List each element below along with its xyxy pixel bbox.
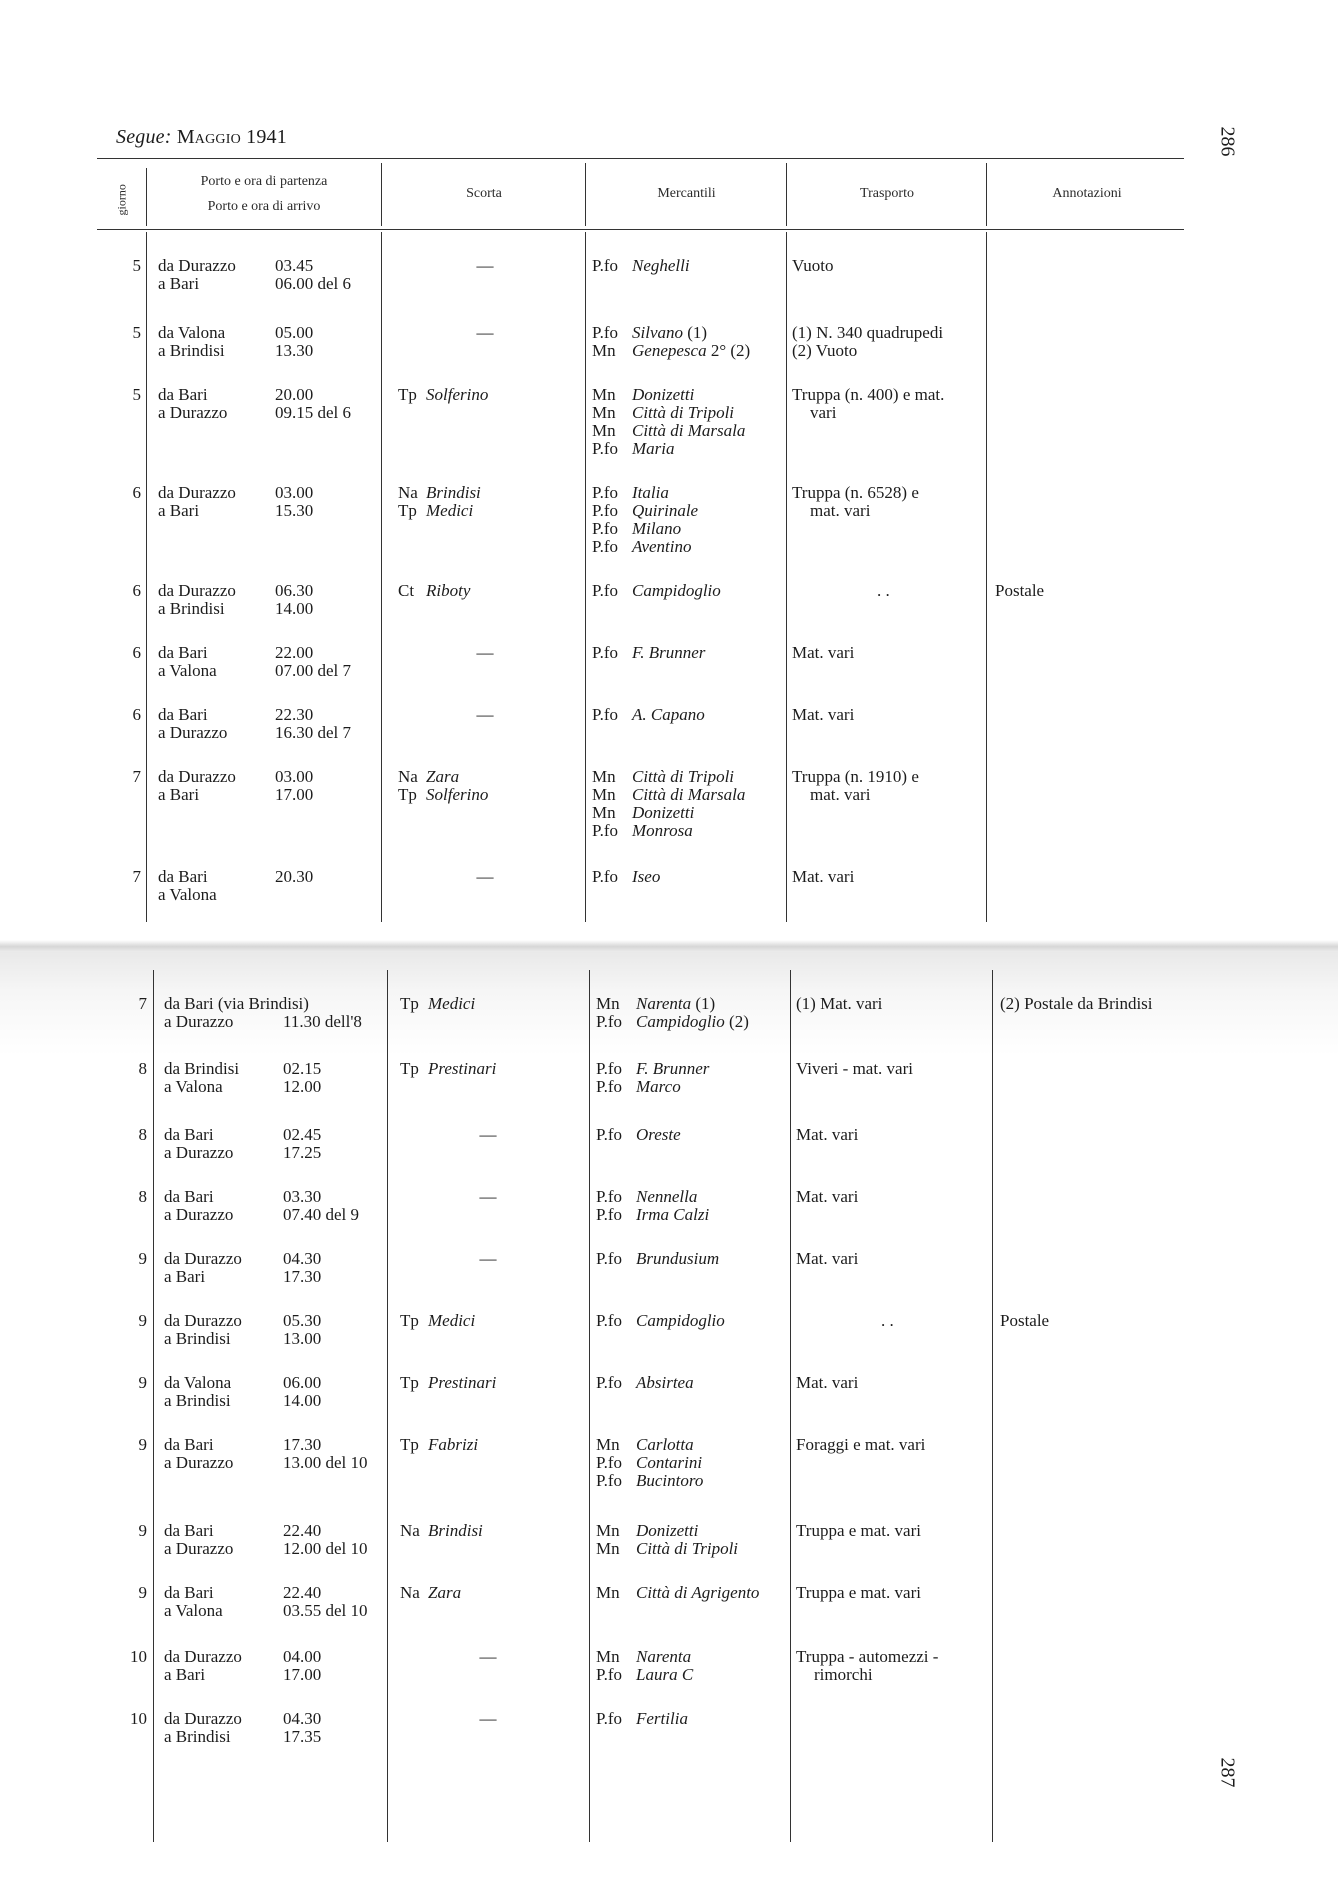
ship-name: Contarini <box>636 1453 703 1472</box>
ship-type: Mn <box>596 1435 620 1454</box>
column-rule <box>585 232 586 922</box>
escort-name: Medici <box>428 1311 476 1330</box>
cargo-description: mat. vari <box>810 501 871 520</box>
cargo-description: Mat. vari <box>792 867 855 886</box>
ship-name: A. Capano <box>632 705 705 724</box>
cargo-description: rimorchi <box>814 1665 873 1684</box>
row-day: 8 <box>138 1059 147 1078</box>
escort-type: Na <box>398 483 418 502</box>
ship-name: Bucintoro <box>636 1471 704 1490</box>
cargo-description: Mat. vari <box>796 1373 859 1392</box>
departure-time: 04.30 <box>283 1249 322 1268</box>
arrival-time: 09.15 del 6 <box>275 403 352 422</box>
header-sep <box>585 163 586 226</box>
ship-type: P.fo <box>592 256 618 275</box>
departure-time: 22.30 <box>275 705 314 724</box>
cargo-description: (2) Vuoto <box>792 341 858 360</box>
departure-port: da Durazzo <box>164 1647 242 1666</box>
arrival-time: 14.00 <box>283 1391 322 1410</box>
page-fold-shadow <box>0 940 1338 952</box>
column-rule <box>381 232 382 922</box>
cargo-description: Truppa e mat. vari <box>796 1521 921 1540</box>
row-day: 10 <box>130 1647 147 1666</box>
column-rule <box>589 970 590 1842</box>
arrival-port: a Durazzo <box>164 1453 234 1472</box>
departure-time: 22.40 <box>283 1583 322 1602</box>
arrival-time: 13.30 <box>275 341 314 360</box>
departure-time: 05.00 <box>275 323 314 342</box>
arrival-time: 17.00 <box>283 1665 322 1684</box>
departure-port: da Durazzo <box>164 1311 242 1330</box>
cargo-description: Mat. vari <box>796 1125 859 1144</box>
departure-port: da Bari <box>164 1583 214 1602</box>
departure-port: da Bari <box>164 1435 214 1454</box>
running-title-text: Maggio 1941 <box>176 126 287 148</box>
header-sep <box>786 163 787 226</box>
departure-time: 06.30 <box>275 581 314 600</box>
ship-name: Oreste <box>636 1125 681 1144</box>
running-title-prefix: Segue: <box>116 126 172 148</box>
escort-name: Prestinari <box>428 1373 497 1392</box>
escort-name: Zara <box>426 767 460 786</box>
row-day: 8 <box>138 1125 147 1144</box>
arrival-time: 12.00 del 10 <box>283 1539 368 1558</box>
cargo-description: Mat. vari <box>796 1187 859 1206</box>
cargo-description: . . <box>881 1311 894 1330</box>
cargo-description: Mat. vari <box>796 1249 859 1268</box>
escort-type: Na <box>398 767 418 786</box>
escort-type: Ct <box>398 581 415 600</box>
arrival-port: a Brindisi <box>158 341 225 360</box>
ship-name: Fertilia <box>636 1709 688 1728</box>
arrival-port: a Bari <box>164 1267 206 1286</box>
arrival-port: a Valona <box>158 661 217 680</box>
row-day: 9 <box>138 1311 147 1330</box>
row-day: 5 <box>132 323 141 342</box>
cargo-description: Foraggi e mat. vari <box>796 1435 926 1454</box>
ship-type: P.fo <box>596 1077 622 1096</box>
column-rule <box>786 232 787 922</box>
row-day: 8 <box>138 1187 147 1206</box>
arrival-time: 17.35 <box>283 1727 322 1746</box>
arrival-port: a Valona <box>164 1601 223 1620</box>
escort-none: — <box>479 1187 497 1206</box>
ship-type: P.fo <box>596 1453 622 1472</box>
departure-port: da Bari <box>164 1187 214 1206</box>
ship-name: Città di Tripoli <box>632 403 735 422</box>
cargo-description: Mat. vari <box>792 705 855 724</box>
arrival-port: a Valona <box>158 885 217 904</box>
departure-time: 04.30 <box>283 1709 322 1728</box>
ship-type: Mn <box>592 803 616 822</box>
ship-name: Milano <box>632 519 682 538</box>
ship-name: Città di Marsala <box>632 785 746 804</box>
ship-name: Genepesca 2° (2) <box>632 341 751 360</box>
departure-port: da Durazzo <box>164 1249 242 1268</box>
annotation: Postale <box>995 581 1045 600</box>
arrival-port: a Bari <box>158 274 200 293</box>
ship-type: Mn <box>592 785 616 804</box>
departure-port: da Brindisi <box>164 1059 240 1078</box>
ship-type: P.fo <box>592 501 618 520</box>
cargo-description: Truppa (n. 1910) e <box>792 767 919 786</box>
ship-name: Absirtea <box>636 1373 694 1392</box>
ship-type: P.fo <box>592 323 618 342</box>
escort-none: — <box>479 1249 497 1268</box>
header-scorta: Scorta <box>466 186 502 201</box>
ship-type: P.fo <box>596 1709 622 1728</box>
departure-time: 03.00 <box>275 767 314 786</box>
ship-name: F. Brunner <box>632 643 706 662</box>
header-bottom-rule <box>97 229 1184 230</box>
ship-type: P.fo <box>592 483 618 502</box>
ship-type: Mn <box>596 1647 620 1666</box>
arrival-port: a Brindisi <box>164 1391 231 1410</box>
cargo-description: Mat. vari <box>792 643 855 662</box>
escort-name: Fabrizi <box>428 1435 479 1454</box>
row-day: 7 <box>138 994 147 1013</box>
ship-type: P.fo <box>592 581 618 600</box>
arrival-port: a Durazzo <box>164 1539 234 1558</box>
ship-type: P.fo <box>596 1311 622 1330</box>
departure-port: da Bari <box>164 1521 214 1540</box>
escort-none: — <box>479 1647 497 1666</box>
running-title <box>116 126 287 149</box>
ship-type: P.fo <box>592 821 618 840</box>
row-day: 5 <box>132 256 141 275</box>
header-porto-arrivo: Porto e ora di arrivo <box>207 199 321 214</box>
ship-type: P.fo <box>596 1249 622 1268</box>
arrival-port: a Bari <box>158 785 200 804</box>
escort-type: Tp <box>400 994 419 1013</box>
escort-type: Tp <box>400 1059 419 1078</box>
arrival-time: 12.00 <box>283 1077 322 1096</box>
ship-type: Mn <box>592 403 616 422</box>
row-day: 10 <box>130 1709 147 1728</box>
departure-time: 03.45 <box>275 256 314 275</box>
escort-type: Tp <box>398 501 417 520</box>
arrival-port: a Brindisi <box>164 1727 231 1746</box>
column-rule <box>790 970 791 1842</box>
departure-port: da Durazzo <box>158 581 236 600</box>
column-rule <box>153 970 154 1842</box>
ship-name: Campidoglio (2) <box>636 1012 749 1031</box>
arrival-time: 16.30 del 7 <box>275 723 352 742</box>
departure-port: da Bari <box>158 385 208 404</box>
ship-name: Nennella <box>636 1187 698 1206</box>
row-day: 9 <box>138 1373 147 1392</box>
departure-port: da Bari <box>158 867 208 886</box>
ship-name: Carlotta <box>636 1435 694 1454</box>
ship-name: Italia <box>632 483 669 502</box>
ship-name: Neghelli <box>632 256 690 275</box>
ship-name: Campidoglio <box>632 581 721 600</box>
escort-name: Brindisi <box>428 1521 483 1540</box>
cargo-description: Truppa - automezzi - <box>796 1647 939 1666</box>
departure-time: 17.30 <box>283 1435 322 1454</box>
arrival-time: 03.55 del 10 <box>283 1601 368 1620</box>
ship-name: Monrosa <box>632 821 693 840</box>
ship-type: P.fo <box>596 1012 622 1031</box>
row-day: 6 <box>132 483 141 502</box>
ship-name: Città di Tripoli <box>636 1539 739 1558</box>
header-mercantili: Mercantili <box>657 186 716 201</box>
cargo-description: (1) Mat. vari <box>796 994 883 1013</box>
row-day: 6 <box>132 705 141 724</box>
escort-name: Medici <box>426 501 474 520</box>
cargo-description: Truppa (n. 6528) e <box>792 483 919 502</box>
row-day: 6 <box>132 581 141 600</box>
annotation: (2) Postale da Brindisi <box>1000 994 1153 1013</box>
ship-name: Donizetti <box>632 385 695 404</box>
arrival-port: a Brindisi <box>164 1329 231 1348</box>
escort-name: Zara <box>428 1583 462 1602</box>
ship-name: Laura C <box>636 1665 694 1684</box>
escort-none: — <box>476 643 494 662</box>
departure-time: 20.30 <box>275 867 314 886</box>
departure-time: 02.15 <box>283 1059 322 1078</box>
ship-type: P.fo <box>592 643 618 662</box>
departure-port: da Valona <box>164 1373 232 1392</box>
ship-name: Campidoglio <box>636 1311 725 1330</box>
escort-none: — <box>476 256 494 275</box>
arrival-time: 17.30 <box>283 1267 322 1286</box>
ship-type: P.fo <box>596 1205 622 1224</box>
escort-none: — <box>479 1125 497 1144</box>
escort-type: Tp <box>400 1373 419 1392</box>
ship-type: Mn <box>596 1539 620 1558</box>
page-287 <box>0 946 1338 1881</box>
ship-type: P.fo <box>592 867 618 886</box>
ship-type: Mn <box>596 994 620 1013</box>
arrival-time: 17.00 <box>275 785 314 804</box>
header-sep <box>986 163 987 226</box>
header-trasporto: Trasporto <box>860 186 914 201</box>
column-rule <box>387 970 388 1842</box>
ship-name: Iseo <box>632 867 661 886</box>
arrival-time: 06.00 del 6 <box>275 274 352 293</box>
arrival-port: a Durazzo <box>164 1143 234 1162</box>
row-day: 7 <box>132 767 141 786</box>
departure-time: 04.00 <box>283 1647 322 1666</box>
departure-time: 06.00 <box>283 1373 322 1392</box>
ship-name: Marco <box>636 1077 681 1096</box>
departure-time: 03.30 <box>283 1187 322 1206</box>
page-number-top: 286 <box>1216 126 1239 157</box>
arrival-time: 17.25 <box>283 1143 322 1162</box>
arrival-time: 11.30 dell'8 <box>283 1012 362 1031</box>
arrival-port: a Durazzo <box>164 1205 234 1224</box>
header-giorno: giorno <box>114 184 129 216</box>
escort-name: Solferino <box>426 785 489 804</box>
row-day: 9 <box>138 1583 147 1602</box>
ship-name: Città di Tripoli <box>632 767 735 786</box>
cargo-description: mat. vari <box>810 785 871 804</box>
departure-port: da Bari (via Brindisi) <box>164 994 309 1013</box>
ship-type: Mn <box>592 385 616 404</box>
departure-port: da Bari <box>158 643 208 662</box>
ship-type: P.fo <box>596 1059 622 1078</box>
header-annotazioni: Annotazioni <box>1052 186 1122 201</box>
page-number-bottom: 287 <box>1216 1757 1239 1788</box>
column-rule <box>986 232 987 922</box>
arrival-port: a Durazzo <box>158 723 228 742</box>
row-day: 6 <box>132 643 141 662</box>
ship-type: P.fo <box>596 1471 622 1490</box>
ship-note-ref: (1) <box>691 994 716 1013</box>
row-day: 9 <box>138 1435 147 1454</box>
arrival-time: 13.00 del 10 <box>283 1453 368 1472</box>
arrival-port: a Bari <box>158 501 200 520</box>
ship-name: Quirinale <box>632 501 699 520</box>
escort-name: Riboty <box>426 581 471 600</box>
escort-none: — <box>479 1709 497 1728</box>
escort-name: Solferino <box>426 385 489 404</box>
header-sep <box>146 168 147 226</box>
arrival-port: a Bari <box>164 1665 206 1684</box>
escort-type: Tp <box>400 1435 419 1454</box>
departure-port: da Durazzo <box>164 1709 242 1728</box>
ship-note-ref: (2) <box>724 1012 749 1031</box>
arrival-time: 14.00 <box>275 599 314 618</box>
ship-type: P.fo <box>596 1373 622 1392</box>
escort-type: Tp <box>400 1311 419 1330</box>
column-rule <box>146 232 147 922</box>
ship-name: Narenta (1) <box>636 994 716 1013</box>
cargo-description: vari <box>810 403 837 422</box>
ship-type: P.fo <box>592 537 618 556</box>
departure-port: da Bari <box>164 1125 214 1144</box>
ship-name: Narenta <box>636 1647 692 1666</box>
ship-type: P.fo <box>592 519 618 538</box>
ship-type: P.fo <box>592 439 618 458</box>
cargo-description: Vuoto <box>792 256 834 275</box>
row-day: 5 <box>132 385 141 404</box>
escort-none: — <box>476 323 494 342</box>
ship-name: Brundusium <box>636 1249 720 1268</box>
departure-time: 03.00 <box>275 483 314 502</box>
cargo-description: Truppa e mat. vari <box>796 1583 921 1602</box>
departure-port: da Durazzo <box>158 767 236 786</box>
ship-note-ref: 2° (2) <box>706 341 751 360</box>
arrival-time: 07.40 del 9 <box>283 1205 360 1224</box>
ship-name: Città di Agrigento <box>636 1583 760 1602</box>
departure-port: da Bari <box>158 705 208 724</box>
cargo-description: Truppa (n. 400) e mat. <box>792 385 945 404</box>
escort-type: Na <box>400 1583 420 1602</box>
escort-none: — <box>476 867 494 886</box>
ship-type: Mn <box>596 1521 620 1540</box>
cargo-description: (1) N. 340 quadrupedi <box>792 323 944 342</box>
cargo-description: . . <box>877 581 890 600</box>
ship-name: Aventino <box>632 537 692 556</box>
departure-port: da Valona <box>158 323 226 342</box>
departure-port: da Durazzo <box>158 256 236 275</box>
cargo-description: Viveri - mat. vari <box>796 1059 913 1078</box>
ship-name: Maria <box>632 439 675 458</box>
arrival-port: a Durazzo <box>158 403 228 422</box>
departure-time: 22.00 <box>275 643 314 662</box>
arrival-time: 13.00 <box>283 1329 322 1348</box>
ship-name: F. Brunner <box>636 1059 710 1078</box>
escort-type: Na <box>400 1521 420 1540</box>
header-top-rule <box>97 158 1184 159</box>
ship-type: Mn <box>592 341 616 360</box>
ship-name: Irma Calzi <box>636 1205 710 1224</box>
ship-type: Mn <box>592 421 616 440</box>
escort-name: Prestinari <box>428 1059 497 1078</box>
arrival-port: a Valona <box>164 1077 223 1096</box>
ship-name: Donizetti <box>632 803 695 822</box>
ship-type: Mn <box>592 767 616 786</box>
arrival-port: a Durazzo <box>164 1012 234 1031</box>
ship-name: Silvano (1) <box>632 323 708 342</box>
ship-type: P.fo <box>596 1125 622 1144</box>
escort-none: — <box>476 705 494 724</box>
row-day: 7 <box>132 867 141 886</box>
departure-time: 02.45 <box>283 1125 322 1144</box>
row-day: 9 <box>138 1521 147 1540</box>
ship-type: P.fo <box>592 705 618 724</box>
escort-name: Medici <box>428 994 476 1013</box>
column-rule <box>992 970 993 1842</box>
departure-time: 05.30 <box>283 1311 322 1330</box>
ship-note-ref: (1) <box>683 323 708 342</box>
arrival-port: a Brindisi <box>158 599 225 618</box>
escort-type: Tp <box>398 385 417 404</box>
departure-port: da Durazzo <box>158 483 236 502</box>
header-porto-partenza: Porto e ora di partenza <box>200 174 328 189</box>
escort-name: Brindisi <box>426 483 481 502</box>
departure-time: 20.00 <box>275 385 314 404</box>
ship-name: Città di Marsala <box>632 421 746 440</box>
ship-name: Donizetti <box>636 1521 699 1540</box>
row-day: 9 <box>138 1249 147 1268</box>
ship-type: P.fo <box>596 1187 622 1206</box>
departure-time: 22.40 <box>283 1521 322 1540</box>
annotation: Postale <box>1000 1311 1050 1330</box>
ship-type: P.fo <box>596 1665 622 1684</box>
arrival-time: 15.30 <box>275 501 314 520</box>
escort-type: Tp <box>398 785 417 804</box>
arrival-time: 07.00 del 7 <box>275 661 352 680</box>
header-sep <box>381 163 382 226</box>
ship-type: Mn <box>596 1583 620 1602</box>
